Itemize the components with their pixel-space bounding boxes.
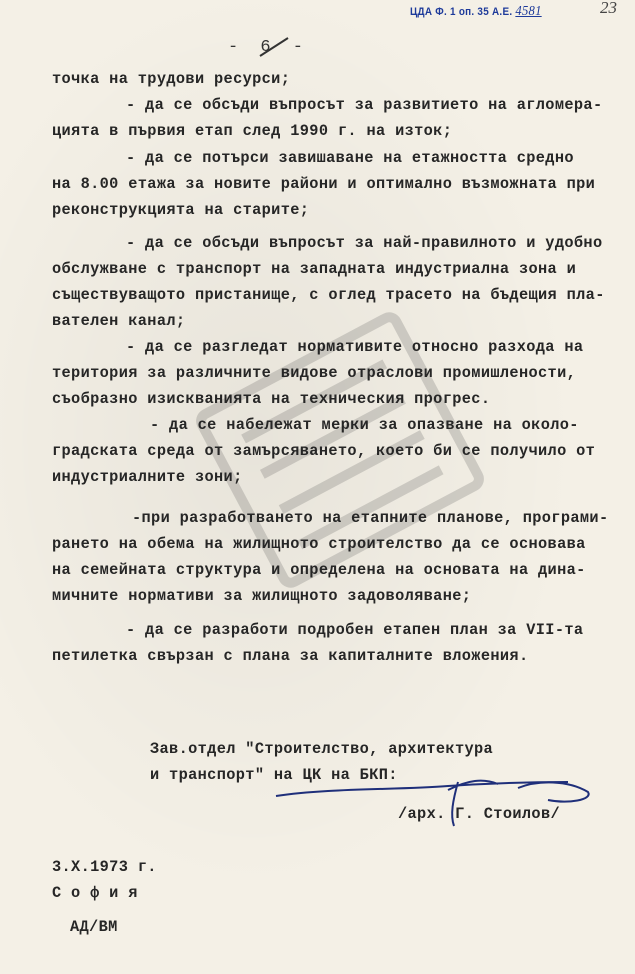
body-line: - да се обсъди въпросът за най-правилното и удобно (126, 234, 603, 252)
body-line: реконструкцията на старите; (52, 201, 310, 219)
document-date: 3.X.1973 г. (52, 858, 157, 876)
body-line: петилетка свързан с плана за капиталните вложения. (52, 647, 529, 665)
archive-number: 4581 (515, 4, 542, 19)
body-line: територия за различните видове отраслови промишлености, (52, 364, 577, 382)
signatory-name: /арх. Г. Стоилов/ (398, 805, 561, 823)
body-line: индустриалните зони; (52, 468, 243, 486)
body-line: на 8.00 етажа за новите райони и оптимално възможната при (52, 175, 596, 193)
page-number-strike (258, 36, 292, 58)
typist-initials: АД/ВМ (70, 918, 118, 936)
signatory-title-line-2: и транспорт" на ЦК на БКП: (150, 766, 398, 784)
page-number: - 6 - (228, 38, 310, 57)
body-line: - да се набележат мерки за опазване на около- (150, 416, 579, 434)
body-line: - да се разработи подробен етапен план за VII-та (126, 621, 584, 639)
body-line: точка на трудови ресурси; (52, 70, 291, 88)
body-line: рането на обема на жилищното строителство да се основава (52, 535, 586, 553)
body-line: съобразно изискванията на техническия прогрес. (52, 390, 491, 408)
body-line: - да се обсъди въпросът за развитието на агломера- (126, 96, 603, 114)
body-line: обслужване с транспорт на западната индустриална зона и (52, 260, 577, 278)
body-line: на семейната структура и определена на основата на дина- (52, 561, 586, 579)
signatory-title-line-1: Зав.отдел "Строителство, архитектура (150, 740, 494, 758)
corner-page-number: 23 (600, 0, 617, 17)
body-line: - да се разгледат нормативите относно разхода на (126, 338, 584, 356)
body-line: - да се потърси завишаване на етажността средно (126, 149, 574, 167)
document-city: С о ф и я (52, 884, 138, 902)
body-line: вателен канал; (52, 312, 186, 330)
body-line: мичните нормативи за жилищното задоволяване; (52, 587, 472, 605)
body-line: съществуващото пристанище, с оглед трасето на бъдещия пла- (52, 286, 605, 304)
archive-stamp-text: ЦДА Ф. 1 оп. 35 А.Е. (410, 6, 513, 18)
body-line: градската среда от замърсяването, което би се получило от (52, 442, 596, 460)
archive-stamp (410, 4, 542, 20)
body-line: -при разработването на етапните планове, програми- (132, 509, 609, 527)
body-line: цията в първия етап след 1990 г. на изток; (52, 122, 453, 140)
